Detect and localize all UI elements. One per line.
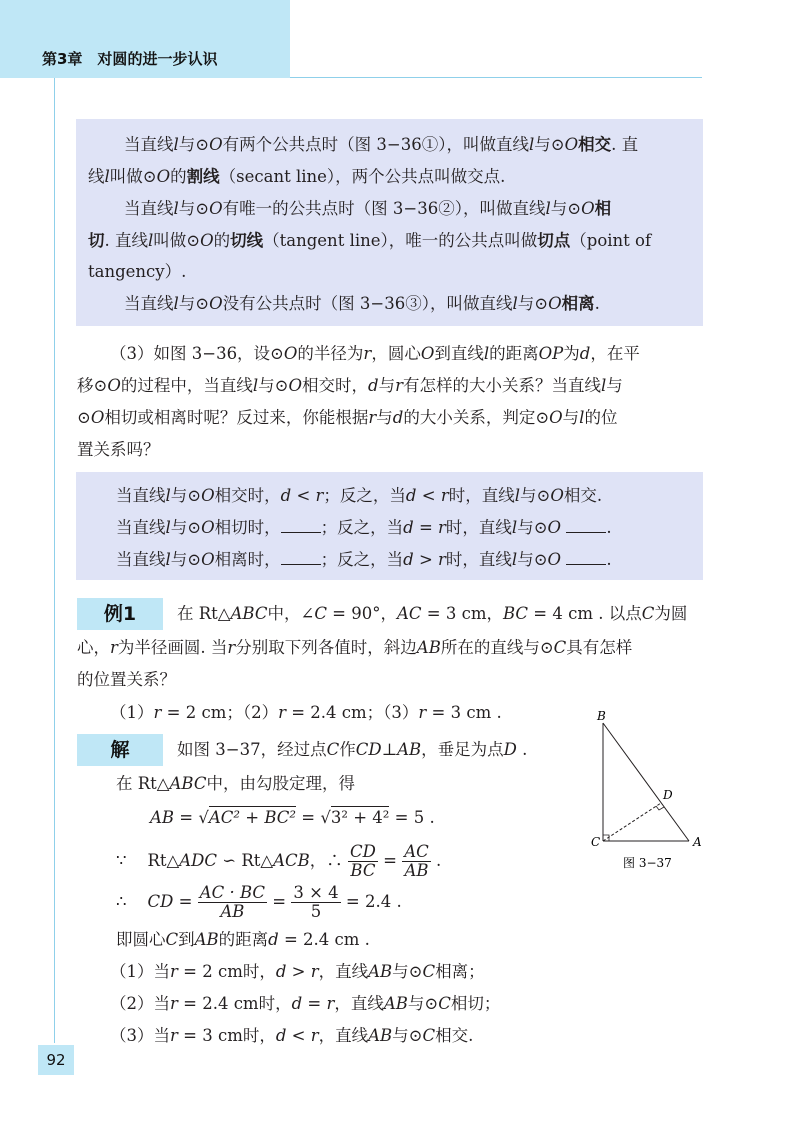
- question-line-1: （3）如图 3−36，设⊙O的半径为r，圆心O到直线l的距离OP为d，在平: [110, 344, 640, 363]
- blank-field[interactable]: [566, 550, 606, 565]
- sqrt-expression: 3² + 4²: [330, 808, 390, 827]
- blank-field[interactable]: [281, 518, 321, 533]
- solution-line-7: （1）当r = 2 cm时，d > r，直线AB与⊙C相离；: [110, 962, 485, 981]
- solution-tag: 解: [77, 734, 163, 766]
- sqrt-expression: AC² + BC²: [208, 808, 297, 827]
- solution-line-2: 在 Rt△ABC中，由勾股定理，得: [116, 774, 355, 793]
- example-line-2: 心，r为半径画圆. 当r分别取下列各值时，斜边AB所在的直线与⊙C具有怎样: [77, 638, 633, 657]
- solution-line-5: ∴ CD = $\frac{AC \cdot BC}{AB}$ = $\frac{3 \times 4}{5}$ = 2.4 .: [116, 883, 402, 921]
- fraction: $\frac{AC}{AB}$: [404, 842, 429, 880]
- header-rule: [290, 77, 702, 78]
- relation-line-2: 当直线l与⊙O相切时， ；反之，当d = r时，直线l与⊙O .: [116, 518, 612, 537]
- page-number: 92: [38, 1045, 74, 1075]
- solution-line-4: ∵ Rt△ADC ∽ Rt△ACB，∴ $\frac{CD}{BC}$ = $\frac{AC}{AB}$ .: [116, 842, 442, 880]
- definition-line-1: 当直线l与⊙O有两个公共点时（图 3−36①），叫做直线l与⊙O相交. 直: [124, 135, 639, 154]
- example-tag: 例1: [77, 598, 163, 630]
- label-b: B: [597, 709, 606, 723]
- definition-line-4: 切. 直线l叫做⊙O的切线（tangent line），唯一的公共点叫做切点（point of: [88, 231, 652, 250]
- figure-3-37: [585, 708, 705, 878]
- right-angle-mark-d: [656, 806, 664, 810]
- label-d: D: [663, 788, 673, 802]
- side-ab: [603, 723, 689, 841]
- altitude-cd: [603, 803, 661, 841]
- definition-line-2: 线l叫做⊙O的割线（secant line），两个公共点叫做交点.: [88, 167, 506, 186]
- example-line-1: 在 Rt△ABC中，∠C = 90°，AC = 3 cm，BC = 4 cm . 以点C为圆: [177, 604, 688, 623]
- term-tangent: 切线: [230, 231, 264, 250]
- question-line-3: ⊙O相切或相离时呢？反过来，你能根据r与d的大小关系，判定⊙O与l的位: [77, 408, 618, 427]
- solution-line-6: 即圆心C到AB的距离d = 2.4 cm .: [116, 930, 370, 949]
- term-secant: 割线: [186, 167, 220, 186]
- term-intersect: 相交: [578, 135, 612, 154]
- question-line-4: 置关系吗？: [77, 440, 160, 459]
- label-c: C: [591, 835, 601, 849]
- blank-field[interactable]: [281, 550, 321, 565]
- solution-line-1: 如图 3−37，经过点C作CD⊥AB，垂足为点D .: [177, 740, 528, 759]
- fraction: $\frac{3 \times 4}{5}$: [293, 883, 339, 921]
- figure-caption: 图 3−37: [623, 856, 672, 870]
- label-a: A: [693, 835, 702, 849]
- relation-line-1: 当直线l与⊙O相交时，d < r；反之，当d < r时，直线l与⊙O相交.: [116, 486, 603, 505]
- definition-line-6: 当直线l与⊙O没有公共点时（图 3−36③），叫做直线l与⊙O相离.: [124, 294, 600, 313]
- solution-line-8: （2）当r = 2.4 cm时，d = r，直线AB与⊙C相切；: [110, 994, 501, 1013]
- term-separate: 相离: [561, 294, 595, 313]
- fraction: $\frac{AC \cdot BC}{AB}$: [199, 883, 266, 921]
- example-line-4: （1）r = 2 cm；（2）r = 2.4 cm；（3）r = 3 cm .: [110, 703, 502, 722]
- term-tangent-point: 切点: [537, 231, 571, 250]
- margin-rule: [54, 78, 55, 1043]
- solution-line-3: AB = √AC² + BC² = √3² + 4² = 5 .: [150, 808, 435, 827]
- blank-field[interactable]: [566, 518, 606, 533]
- definition-line-3: 当直线l与⊙O有唯一的公共点时（图 3−36②），叫做直线l与⊙O相: [124, 199, 612, 218]
- chapter-title: 第3章 对圆的进一步认识: [42, 50, 218, 68]
- definition-line-5: tangency）.: [88, 262, 187, 281]
- example-line-3: 的位置关系？: [77, 670, 176, 689]
- solution-line-9: （3）当r = 3 cm时，d < r，直线AB与⊙C相交.: [110, 1026, 474, 1045]
- question-line-2: 移⊙O的过程中，当直线l与⊙O相交时，d与r有怎样的大小关系？当直线l与: [77, 376, 623, 395]
- fraction: $\frac{CD}{BC}$: [350, 842, 376, 880]
- relation-line-3: 当直线l与⊙O相离时， ；反之，当d > r时，直线l与⊙O .: [116, 550, 612, 569]
